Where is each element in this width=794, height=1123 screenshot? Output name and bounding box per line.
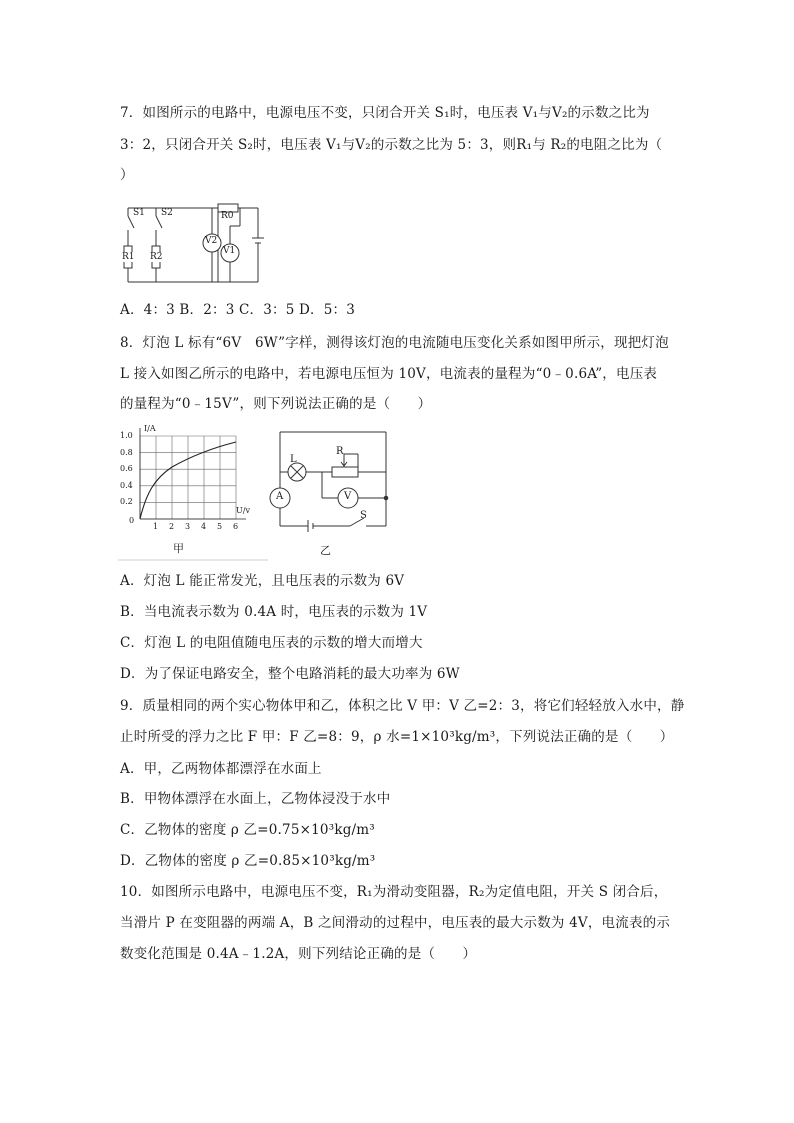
q10-stem-line-3: 数变化范围是 0.4A﹣1.2A，则下列结论正确的是（ ）: [120, 946, 477, 962]
q9-stem-line-1: 9．质量相同的两个实心物体甲和乙，体积之比 V 甲：V 乙=2：3，将它们轻轻放入水中，静: [120, 698, 685, 714]
q8-option-b: B．当电流表示数为 0.4A 时，电压表的示数为 1V: [120, 604, 428, 620]
q8-graph-xtick: 6: [233, 522, 239, 531]
q8-stem-line-1: 8．灯泡 L 标有“6V 6W”字样，测得该灯泡的电流随电压变化关系如图甲所示，现把灯泡: [120, 335, 669, 351]
q7-r2-label: R2: [150, 252, 163, 262]
q8-graph-xtick: 3: [185, 522, 191, 531]
q7-r1-label: R1: [122, 252, 135, 262]
q8-graph-xlabel: U/v: [236, 506, 250, 515]
q8-stem-line-2: L 接入如图乙所示的电路中，若电源电压恒为 10V，电流表的量程为“0﹣0.6A”，电压表: [120, 366, 658, 382]
q7-s2-label: S2: [161, 208, 173, 218]
q7-v2-label: V2: [205, 236, 218, 246]
q7-s1-label: S1: [133, 208, 145, 218]
q8-graph-xtick: 5: [217, 522, 223, 531]
q8-graph-xtick: 2: [169, 522, 175, 531]
q10-stem-line-1: 10．如图所示电路中，电源电压不变，R₁为滑动变阻器，R₂为定值电阻，开关 S 闭合后，: [120, 884, 668, 900]
q9-stem-line-2: 止时所受的浮力之比 F 甲：F 乙=8：9，ρ 水=1×10³kg/m³，下列说法正确的是（ ）: [120, 729, 674, 745]
q8-graph-xtick: 4: [201, 522, 207, 531]
q8-graph-ylabel: I/A: [144, 424, 156, 433]
q9-option-b: B．甲物体漂浮在水面上，乙物体浸没于水中: [120, 791, 391, 807]
q7-stem-line-2: 3：2，只闭合开关 S₂时，电压表 V₁与V₂的示数之比为 5：3，则R₁与 R₂的电阻之比为（: [120, 137, 663, 153]
q8-iv-graph: [118, 424, 268, 562]
q10-stem-line-2: 当滑片 P 在变阻器的两端 A，B 之间滑动的过程中，电压表的最大示数为 4V，电流表的示: [120, 915, 671, 931]
q8-option-d: D．为了保证电路安全，整个电路消耗的最大功率为 6W: [120, 666, 460, 682]
q8-circuit-figure: [262, 428, 392, 562]
q9-option-a: A．甲，乙两物体都漂浮在水面上: [120, 761, 322, 777]
q7-stem-line-1: 7．如图所示的电路中，电源电压不变，只闭合开关 S₁时，电压表 V₁与V₂的示数之比为: [120, 105, 650, 121]
q8-option-a: A．灯泡 L 能正常发光，且电压表的示数为 6V: [120, 573, 405, 589]
q8-graph-caption: 甲: [173, 542, 184, 555]
q8-lamp-label: L: [290, 454, 297, 465]
q8-rheostat-label: R: [336, 446, 344, 457]
q9-option-d: D．乙物体的密度 ρ 乙=0.85×10³kg/m³: [120, 853, 376, 869]
q7-v1-label: V1: [223, 246, 236, 256]
q8-graph-ytick: 0: [129, 516, 135, 525]
q8-graph-ytick: 1.0: [120, 431, 133, 440]
q8-graph-ytick: 0.8: [120, 448, 133, 457]
q8-ammeter-label: A: [276, 491, 284, 502]
q9-option-c: C．乙物体的密度 ρ 乙=0.75×10³kg/m³: [120, 822, 375, 838]
q7-r0-label: R0: [221, 211, 234, 221]
q7-circuit-figure: [118, 198, 273, 290]
q8-stem-line-3: 的量程为“0﹣15V”，则下列说法正确的是（ ）: [120, 396, 432, 412]
q7-stem-line-3: ）: [120, 167, 134, 183]
q8-graph-ytick: 0.2: [120, 497, 133, 506]
q8-graph-ytick: 0.4: [120, 481, 133, 490]
q8-switch-label: S: [360, 510, 367, 521]
q8-voltmeter-label: V: [344, 491, 352, 502]
q8-option-c: C．灯泡 L 的电阻值随电压表的示数的增大而增大: [120, 635, 423, 651]
q8-circuit-caption: 乙: [320, 544, 331, 557]
q7-options: A．4：3 B．2：3 C．3：5 D．5：3: [120, 302, 356, 318]
q8-graph-ytick: 0.6: [120, 464, 133, 473]
q8-graph-xtick: 1: [153, 522, 159, 531]
